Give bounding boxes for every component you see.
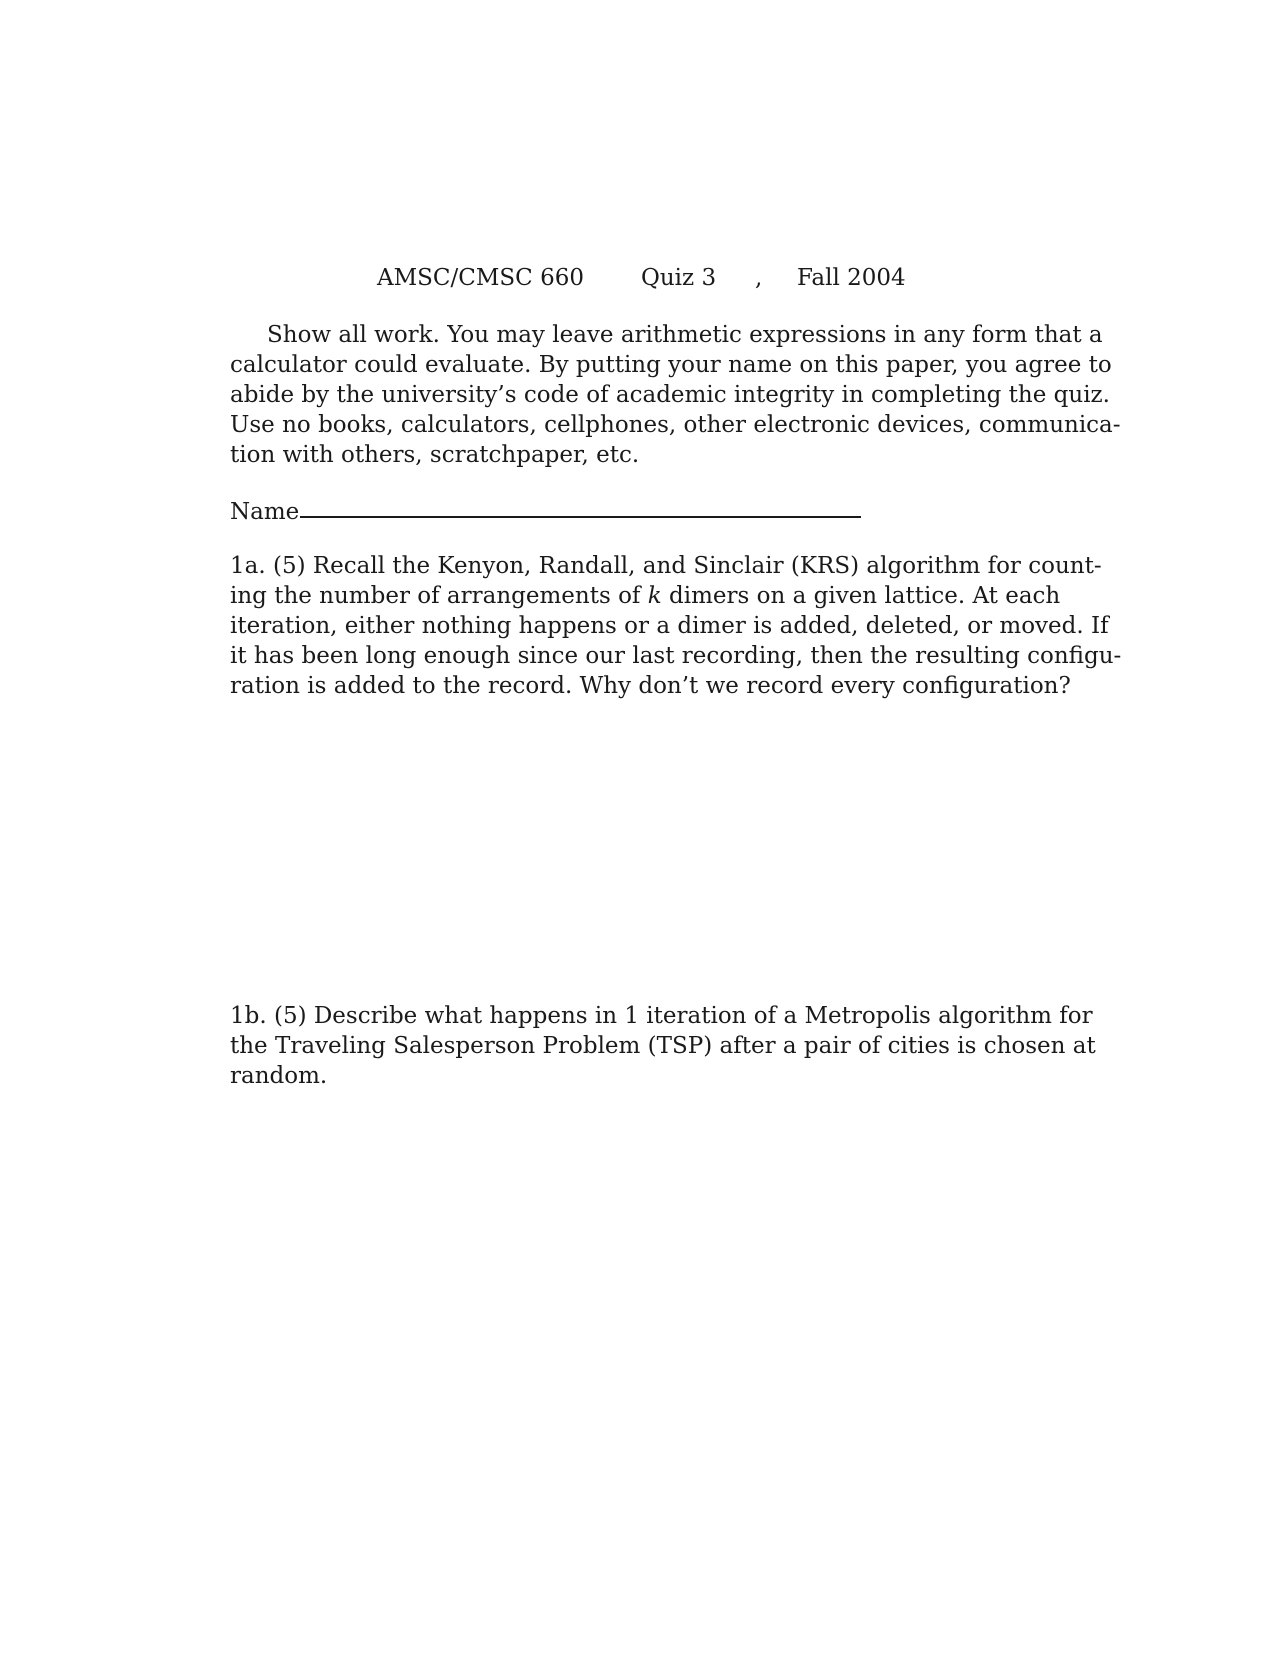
question-1a-line: ration is added to the record. Why don’t we record every configuration?: [230, 673, 1071, 699]
header-separator: ,: [755, 265, 763, 291]
question-1b-line: 1b. (5) Describe what happens in 1 iteration of a Metropolis algorithm for: [230, 1003, 1093, 1029]
name-field: [230, 497, 1041, 529]
name-blank-line[interactable]: [300, 516, 861, 518]
question-1a-line: 1a. (5) Recall the Kenyon, Randall, and Sinclair (KRS) algorithm for count-: [230, 553, 1102, 579]
question-1a-line: iteration, either nothing happens or a dimer is added, deleted, or moved. If: [230, 613, 1109, 639]
question-1b-line: the Traveling Salesperson Problem (TSP) after a pair of cities is chosen at: [230, 1033, 1096, 1059]
question-1a-line: it has been long enough since our last recording, then the resulting configu-: [230, 643, 1122, 669]
variable-k: k: [647, 583, 662, 609]
question-1a-text: ing the number of arrangements of: [230, 583, 648, 609]
instructions-line: calculator could evaluate. By putting your name on this paper, you agree to: [230, 352, 1112, 378]
question-1a-line: [230, 581, 1061, 611]
name-label: Name: [230, 499, 300, 525]
quiz-number: Quiz 3: [641, 265, 717, 291]
question-1b: [230, 1001, 1096, 1091]
term: Fall 2004: [797, 265, 906, 291]
quiz-header: [0, 262, 1280, 294]
course-code: AMSC/CMSC 660: [377, 265, 584, 291]
instructions-line: abide by the university’s code of academic integrity in completing the quiz.: [230, 382, 1110, 408]
instructions-paragraph: [230, 320, 1121, 470]
instructions-line: tion with others, scratchpaper, etc.: [230, 442, 640, 468]
question-1a: [230, 551, 1122, 701]
instructions-line: Show all work. You may leave arithmetic expressions in any form that a: [267, 322, 1103, 348]
question-1b-line: random.: [230, 1063, 328, 1089]
instructions-line: Use no books, calculators, cellphones, other electronic devices, communica-: [230, 412, 1121, 438]
question-1a-text: dimers on a given lattice. At each: [661, 583, 1061, 609]
